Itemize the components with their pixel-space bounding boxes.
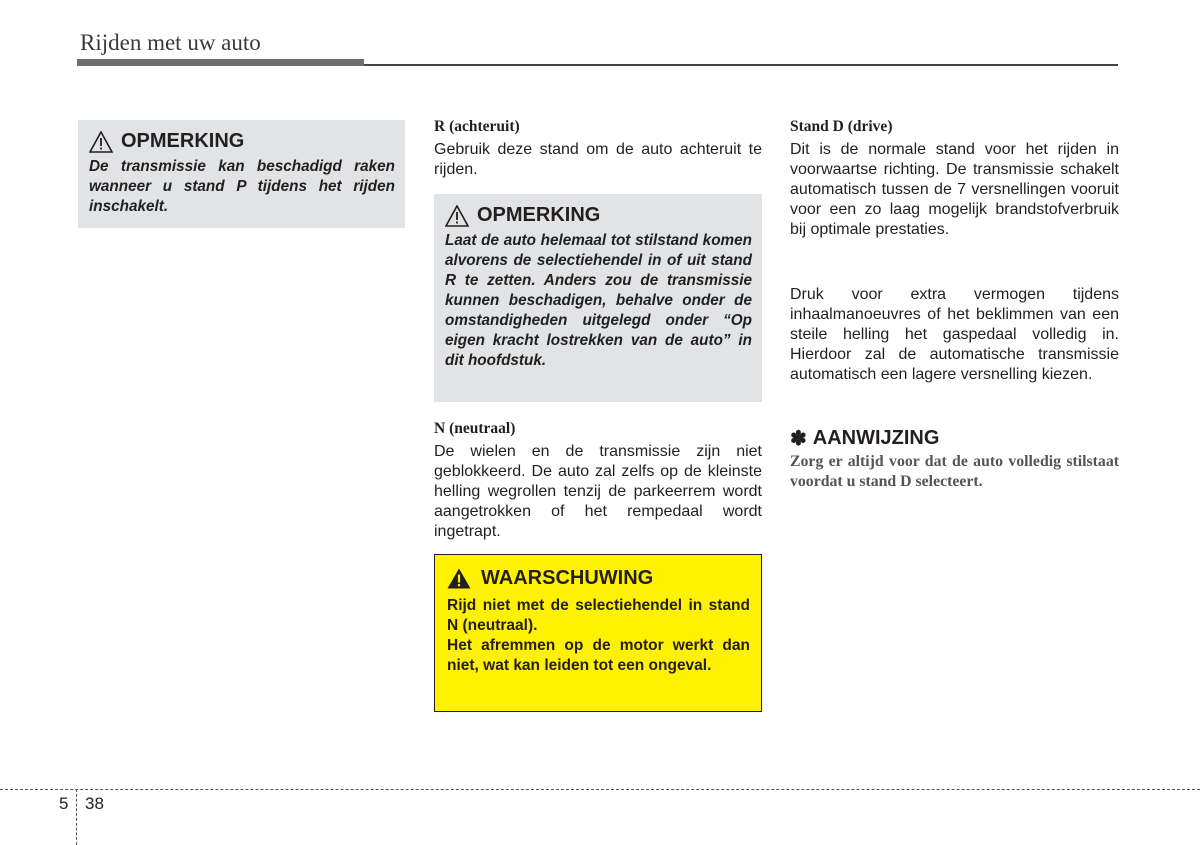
- page-number: 38: [85, 794, 104, 813]
- paragraph-n: De wielen en de transmissie zijn niet geblokkeerd. De auto zal zelfs op de kleinste helling wegrollen tenzij de parkeerrem wordt aangetrokken of het rempedaal wordt ingetrapt.: [434, 443, 762, 540]
- warning-triangle-icon: [447, 568, 471, 589]
- warning-box: [434, 554, 762, 712]
- warning-text: [447, 596, 750, 676]
- note-box-reverse: [434, 194, 762, 402]
- asterisk-icon: ✽: [790, 428, 807, 450]
- section-title-n: N (neutraal): [434, 420, 516, 437]
- hint-heading-label: AANWIJZING: [812, 427, 940, 449]
- note-heading-label: OPMERKING: [121, 130, 245, 152]
- hint-heading: [790, 426, 939, 451]
- note-heading: [445, 204, 752, 227]
- paragraph-d-1: Dit is de normale stand voor het rijden in voorwaartse richting. De transmissie schakelt automatisch tussen de 7 versnellingen vooruit voor een zo laag mogelijk brandstofverbruik bij optimale prestaties.: [790, 141, 1119, 238]
- chapter-number: 5: [59, 794, 69, 813]
- paragraph-d-2: Druk voor extra vermogen tijdens inhaalmanoeuvres of het beklimmen van een steile helling het gaspedaal volledig in. Hierdoor zal de automatische transmissie automatisch een lagere versnelling kiezen.: [790, 286, 1119, 383]
- header-rule: [364, 64, 1118, 66]
- caution-triangle-icon: [89, 131, 113, 153]
- note-text: De transmissie kan beschadigd raken wanneer u stand P tijdens het rijden inschakelt.: [89, 158, 395, 215]
- warning-heading: [447, 567, 750, 590]
- footer-rule: [0, 789, 1200, 790]
- warning-heading-label: WAARSCHUWING: [481, 567, 654, 589]
- caution-triangle-icon: [445, 205, 469, 227]
- note-box-park: [78, 120, 405, 228]
- page-header-title: Rijden met uw auto: [80, 30, 261, 55]
- warning-text-1: Rijd niet met de selectiehendel in stand N (neutraal).: [447, 597, 750, 634]
- section-title-d: Stand D (drive): [790, 118, 893, 135]
- header-bar: [77, 59, 364, 66]
- footer-divider: [76, 789, 77, 845]
- note-text: Laat de auto helemaal tot stilstand komen alvorens de selectiehendel in of uit stand R te zetten. Anders zou de transmissie kunnen beschadigen, behalve onder de omstandigheden uitgelegd onder “Op eigen kracht lostrekken van de auto” in dit hoofdstuk.: [445, 232, 752, 369]
- warning-text-2: Het afremmen op de motor werkt dan niet, wat kan leiden tot een ongeval.: [447, 637, 750, 674]
- note-heading-label: OPMERKING: [477, 204, 601, 226]
- paragraph-r: Gebruik deze stand om de auto achteruit te rijden.: [434, 141, 762, 178]
- section-title-r: R (achteruit): [434, 118, 520, 135]
- hint-text: Zorg er altijd voor dat de auto volledig stilstaat voordat u stand D selecteert.: [790, 453, 1119, 490]
- note-heading: [89, 130, 395, 153]
